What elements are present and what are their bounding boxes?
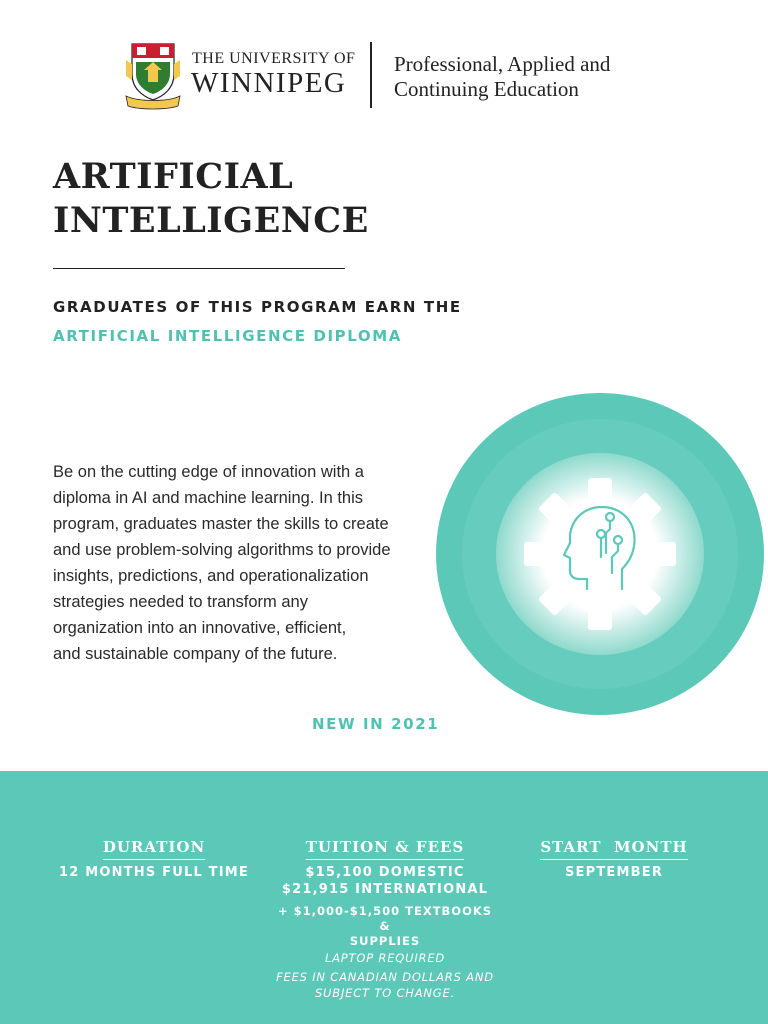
logo-divider [370, 42, 372, 108]
diploma-name: ARTIFICIAL INTELLIGENCE DIPLOMA [53, 327, 402, 345]
new-in-label: NEW IN 2021 [312, 715, 440, 733]
description-line: strategies needed to transform any [53, 593, 308, 611]
program-description [53, 459, 438, 667]
tuition-international: $21,915 INTERNATIONAL [281, 882, 489, 897]
department-name [394, 52, 694, 102]
department-line2: Continuing Education [394, 77, 579, 101]
department-line1: Professional, Applied and [394, 52, 611, 76]
laptop-note: LAPTOP REQUIRED [324, 951, 446, 965]
textbooks-line2: SUPPLIES [349, 934, 421, 948]
duration-value: 12 MONTHS FULL TIME [59, 865, 249, 880]
tuition-heading: TUITION & FEES [306, 838, 465, 860]
fees-note-line2: SUBJECT TO CHANGE. [314, 986, 456, 1000]
program-title-line1: ARTIFICIAL [53, 156, 294, 197]
description-line: Be on the cutting edge of innovation with a [53, 463, 364, 481]
university-name-line2: WINNIPEG [191, 67, 347, 99]
start-month-value: SEPTEMBER [564, 865, 664, 880]
description-line: and sustainable company of the future. [53, 645, 338, 663]
start-month-column [514, 838, 714, 881]
duration-column [54, 838, 254, 881]
title-divider [53, 268, 345, 269]
description-line: organization into an innovative, efficient, [53, 619, 347, 637]
description-line: and use problem-solving algorithms to provide [53, 541, 391, 559]
tuition-domestic: $15,100 DOMESTIC [305, 865, 465, 880]
description-line: program, graduates master the skills to create [53, 515, 389, 533]
start-month-heading: START MONTH [540, 838, 687, 860]
program-title [53, 155, 369, 243]
description-line: insights, predictions, and operationalization [53, 567, 369, 585]
duration-heading: DURATION [103, 838, 205, 860]
university-name-line1: THE UNIVERSITY OF [192, 50, 356, 67]
university-crest-icon [124, 40, 182, 110]
description-line: diploma in AI and machine learning. In this [53, 489, 364, 507]
fees-note-line1: FEES IN CANADIAN DOLLARS AND [276, 970, 494, 984]
textbooks-line1: + $1,000-$1,500 TEXTBOOKS & [277, 904, 493, 933]
ai-head-gear-icon [436, 393, 764, 715]
tuition-column [270, 838, 500, 1001]
graduates-statement: GRADUATES OF THIS PROGRAM EARN THE [53, 298, 462, 316]
program-title-line2: INTELLIGENCE [53, 200, 369, 241]
